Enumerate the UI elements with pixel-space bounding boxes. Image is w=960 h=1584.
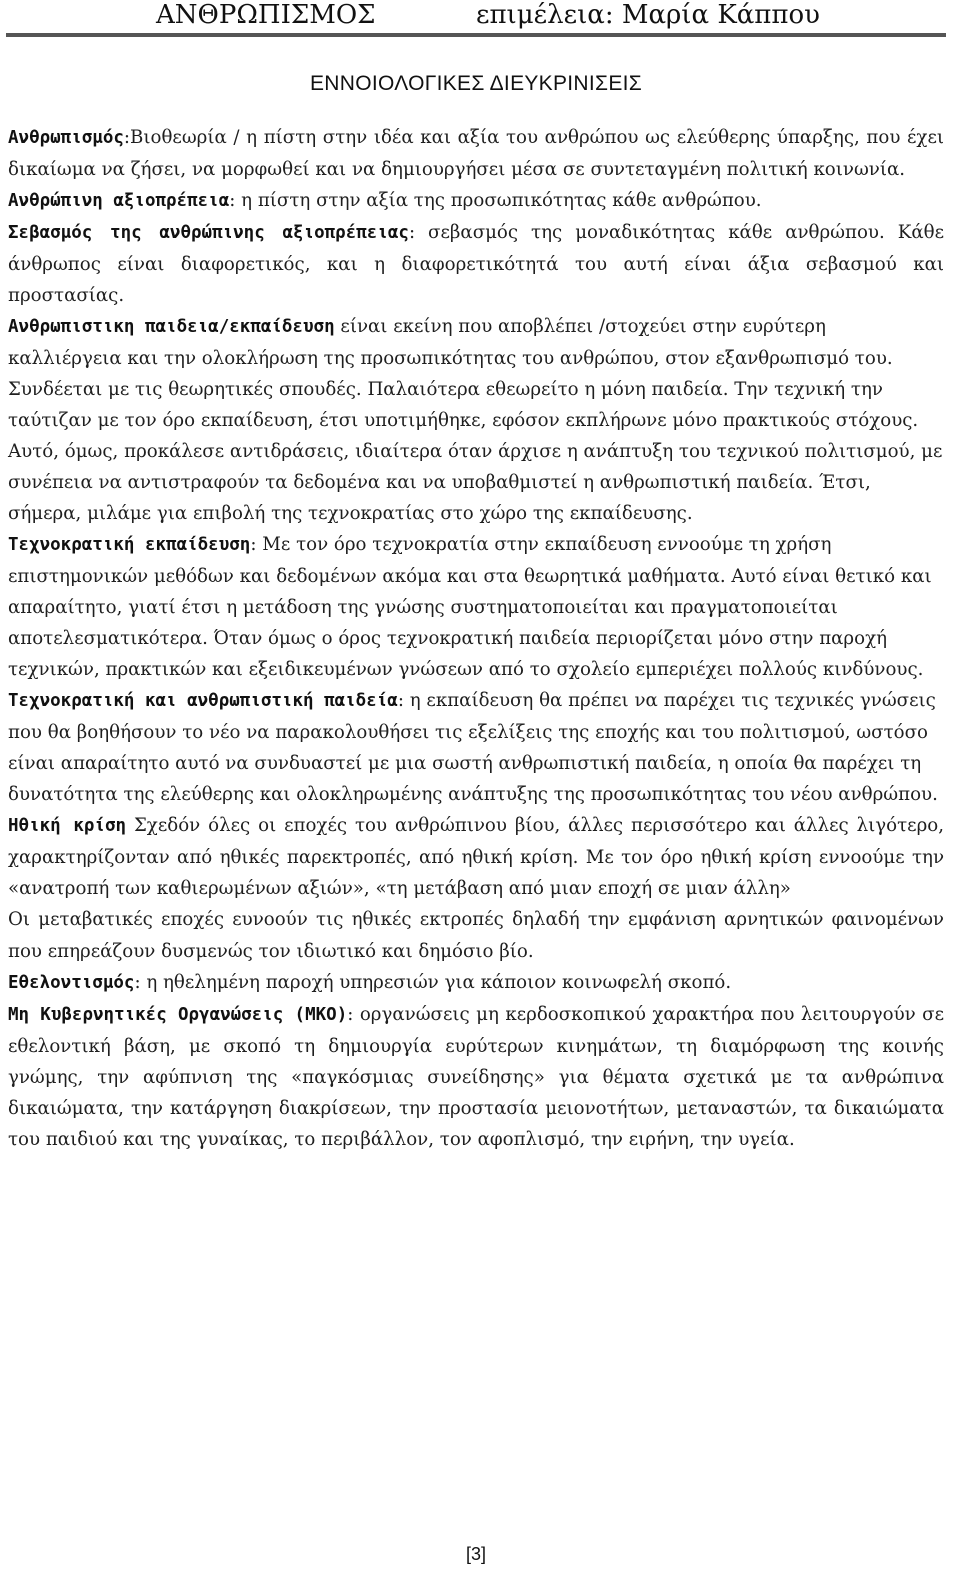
definition-paragraph — [8, 685, 944, 810]
definition-text: : η πίστη στην αξία της προσωπικότητας κάθε ανθρώπου. — [229, 190, 762, 211]
term-heading: Μη Κυβερνητικές Οργανώσεις (ΜΚΟ) — [8, 1005, 348, 1025]
definition-text: Σχεδόν όλες οι εποχές του ανθρώπινου βίου, άλλες περισσότερο και άλλες λιγότερο, χαρακτηρίζονταν από ηθικές παρεκτροπές, από ηθική κρίση. Με τον όρο ηθική κρίση εννοούμε την «ανατροπή των καθιερωμένων αξιών», «τη μετάβαση από μιαν εποχή σε μιαν άλλη» — [8, 815, 944, 899]
definition-paragraph — [8, 904, 944, 967]
header-divider — [6, 33, 946, 37]
header-editor: επιμέλεια: Μαρία Κάππου — [476, 0, 820, 30]
page-number: [3] — [465, 1544, 486, 1564]
definition-paragraph — [8, 529, 944, 685]
page-header — [0, 0, 960, 40]
term-heading: Σεβασμός της ανθρώπινης αξιοπρέπειας — [8, 223, 409, 243]
term-heading: Ανθρωπισμός — [8, 128, 124, 148]
definition-paragraph — [8, 311, 944, 529]
definition-text: : η εκπαίδευση θα πρέπει να παρέχει τις τεχνικές γνώσεις που θα βοηθήσουν το νέο να παρακολουθήσει τις εξελίξεις της εποχής και του πολιτισμού, ωστόσο είναι απαραίτητο αυτό να συνδυαστεί με μια σωστή ανθρωπιστική παιδεία, η οποία θα παρέχει τη δυνατότητα της ελεύθερης και ολοκληρωμένης ανάπτυξης της προσωπικότητας του νέου ανθρώπου. — [8, 690, 938, 805]
definition-text: : η ηθελημένη παροχή υπηρεσιών για κάποιον κοινωφελή σκοπό. — [134, 972, 732, 993]
term-heading: Ανθρωπιστικη παιδεια/εκπαίδευση — [8, 317, 335, 337]
definition-text: :Βιοθεωρία / η πίστη στην ιδέα και αξία του ανθρώπου ως ελεύθερης ύπαρξης, που έχει δικαίωμα να ζήσει, να μορφωθεί και να δημιουργήσει μέσα σε συντεταγμένη πολιτική κοινωνία. — [8, 127, 944, 180]
definition-text: Οι μεταβατικές εποχές ευνοούν τις ηθικές εκτροπές δηλαδή την εμφάνιση αρνητικών φαινομένων που επηρεάζουν δυσμενώς τον ιδιωτικό και δημόσιο βίο. — [8, 909, 944, 962]
definition-paragraph — [8, 185, 944, 217]
definition-paragraph — [8, 810, 944, 904]
definition-paragraph — [8, 122, 944, 185]
header-subject: ΑΝΘΡΩΠΙΣΜΟΣ — [156, 0, 376, 30]
definition-paragraph — [8, 967, 944, 999]
definition-paragraph — [8, 999, 944, 1155]
document-title: ΕΝΝΟΙΟΛΟΓΙΚΕΣ ΔΙΕΥΚΡΙΝΙΣΕΙΣ — [309, 72, 643, 95]
term-heading: Ηθική κρίση — [8, 816, 127, 836]
definition-text: : σεβασμός της μοναδικότητας κάθε ανθρώπου. Κάθε άνθρωπος είναι διαφορετικός, και η διαφορετικότητά του αυτή είναι άξια σεβασμού και προστασίας. — [8, 222, 944, 306]
definition-text: είναι εκείνη που αποβλέπει /στοχεύει στην ευρύτερη καλλιέργεια και την ολοκλήρωση της προσωπικότητας του ανθρώπου, στον εξανθρωπισμό του. Συνδέεται με τις θεωρητικές σπουδές. Παλαιότερα εθεωρείτο η μόνη παιδεία. Την τεχνική την ταύτιζαν με τον όρο εκπαίδευση, έτσι υποτιμήθηκε, εφόσον εκπλήρωνε μόνο πρακτικούς στόχους. Αυτό, όμως, προκάλεσε αντιδράσεις, ιδιαίτερα όταν άρχισε η ανάπτυξη του τεχνικού πολιτισμού, με συνέπεια να αντιστραφούν τα δεδομένα και να υποβαθμιστεί η ανθρωπιστική παιδεία. Έτσι, σήμερα, μιλάμε για επιβολή της τεχνοκρατίας στο χώρο της εκπαίδευσης. — [8, 316, 943, 524]
term-heading: Ανθρώπινη αξιοπρέπεια — [8, 191, 230, 211]
definitions-body — [8, 122, 944, 1155]
term-heading: Τεχνοκρατική και ανθρωπιστική παιδεία — [8, 691, 398, 711]
definition-paragraph — [8, 217, 944, 311]
definition-text: : οργανώσεις μη κερδοσκοπικού χαρακτήρα που λειτουργούν σε εθελοντική βάση, με σκοπό τη δημιουργία ευρύτερων κινημάτων, τη διαμόρφωση της κοινής γνώμης, την αφύπνιση της «παγκόσμιας συνείδησης» για θέματα σχετικά με τα ανθρώπινα δικαιώματα, την κατάργηση διακρίσεων, την προστασία μειονοτήτων, μεταναστών, τα δικαιώματα του παιδιού και της γυναίκας, το περιβάλλον, τον αφοπλισμό, την ειρήνη, την υγεία. — [8, 1004, 944, 1150]
definition-text: : Με τον όρο τεχνοκρατία στην εκπαίδευση εννοούμε τη χρήση επιστημονικών μεθόδων και δεδομένων ακόμα και στα θεωρητικά μαθήματα. Αυτό είναι θετικό και απαραίτητο, γιατί έτσι η μετάδοση της γνώσης συστηματοποιείται και πραγματοποιείται αποτελεσματικότερα. Όταν όμως ο όρος τεχνοκρατική παιδεία περιορίζεται μόνο στην παροχή τεχνικών, πρακτικών και εξειδικευμένων γνώσεων από το σχολείο εμπεριέχει πολλούς κινδύνους. — [8, 534, 932, 680]
term-heading: Εθελοντισμός — [8, 973, 135, 993]
term-heading: Τεχνοκρατική εκπαίδευση — [8, 535, 251, 555]
